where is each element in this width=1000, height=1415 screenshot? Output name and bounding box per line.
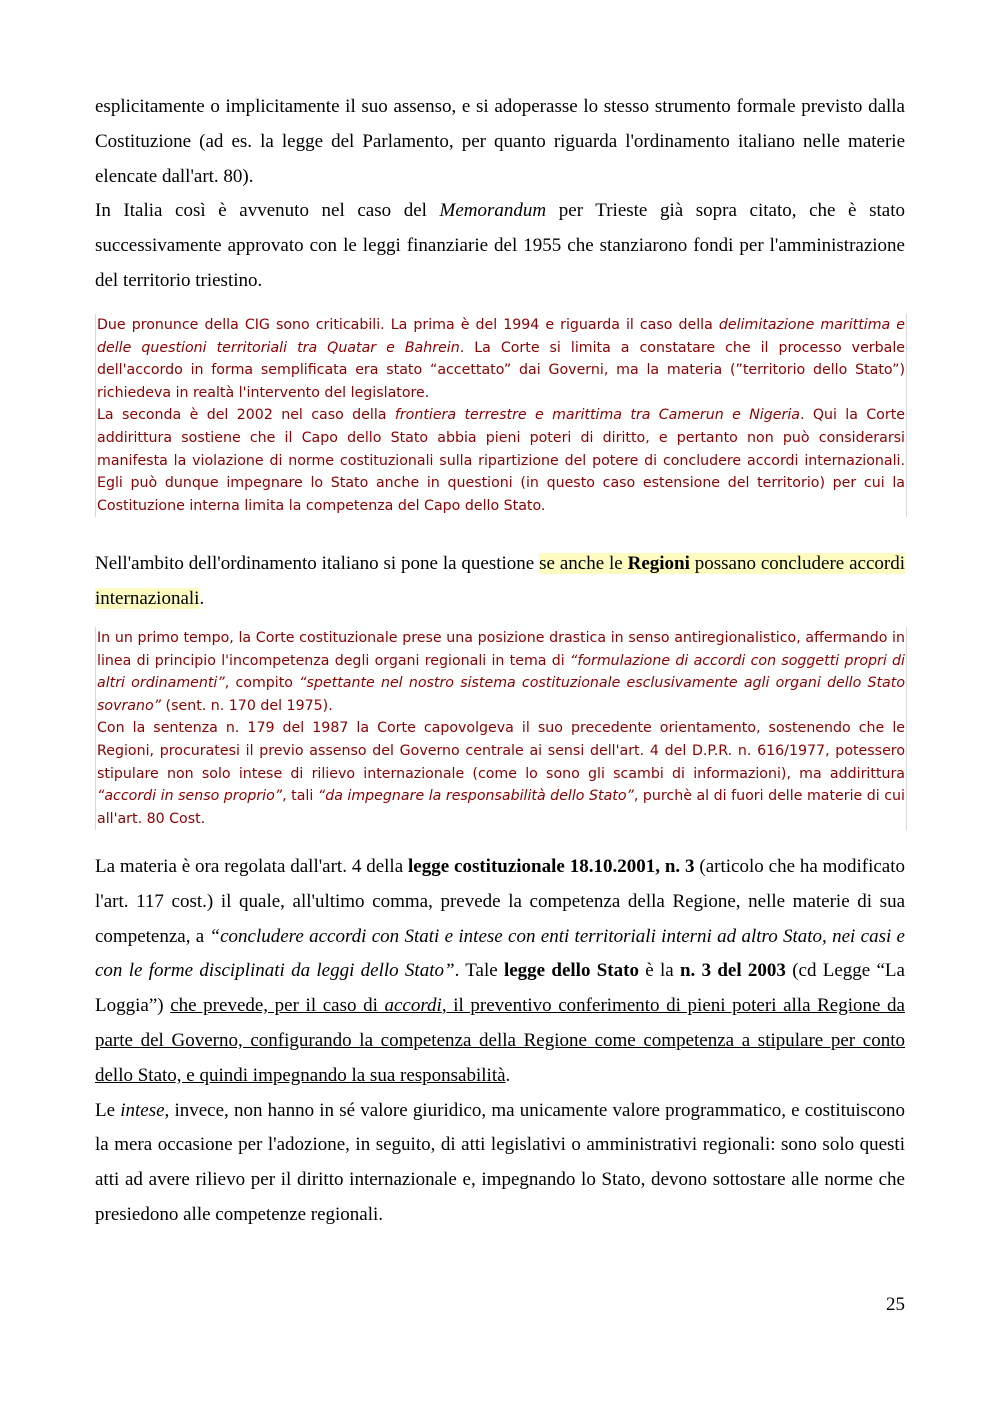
- note-corte-first: In un primo tempo, la Corte costituzionale prese una posizione drastica in senso antiregionalistico, affermando in linea di principio l'incompetenza degli organi regionali in tema di “formulazione di accordi con soggetti propri di altri ordinamenti”, compito “spettante nel nostro sistema costituzionale esclusivamente agli organi dello Stato sovrano” (sent. n. 170 del 1975).: [97, 630, 905, 714]
- page-number: 25: [886, 1294, 905, 1315]
- note-cig-first: Due pronunce della CIG sono criticabili. La prima è del 1994 e riguarda il caso della delimitazione marittima e delle questioni territoriali tra Quatar e Bahrein. La Corte si limita a constatare che il processo verbale dell'accordo in forma semplificata era stato “accettato” dai Governi, ma la materia (”territorio dello Stato”) richiedeva in realtà l'intervento del legislatore.: [97, 317, 906, 401]
- note-cig-second: La seconda è del 2002 nel caso della frontiera terrestre e marittima tra Camerun e Nigeria. Qui la Corte addirittura sostiene che il Capo dello Stato abbia pieni poteri di diritto, e pertanto non può considerarsi manifesta la violazione di norme costituzionali sulla ripartizione del potere di concludere accordi internazionali. Egli può dunque impegnare lo Stato anche in questioni (in questo caso estensione del territorio) per cui la Costituzione interna limita la competenza del Capo dello Stato.: [97, 407, 905, 514]
- highlighted-question: se anche le Regioni possano concludere accordi internazionali: [95, 553, 905, 609]
- body-section-1: [95, 90, 905, 299]
- paragraph-legge-costituzionale: La materia è ora regolata dall'art. 4 della legge costituzionale 18.10.2001, n. 3 (articolo che ha modificato l'art. 117 cost.) il quale, all'ultimo comma, prevede la competenza della Regione, nelle materie di sua competenza, a “concludere accordi con Stati e intese con enti territoriali interni ad altro Stato, nei casi e con le forme disciplinati da leggi dello Stato”. Tale legge dello Stato è la n. 3 del 2003 (cd Legge “La Loggia”) che prevede, per il caso di accordi, il preventivo conferimento di pieni poteri alla Regione da parte del Governo, configurando la competenza della Regione come competenza a stipulare per conto dello Stato, e quindi impegnando la sua responsabilità.: [95, 856, 905, 1086]
- paragraph-memorandum: In Italia così è avvenuto nel caso del Memorandum per Trieste già sopra citato, che è stato successivamente approvato con le leggi finanziarie del 1955 che stanziarono fondi per l'amministrazione del territorio triestino.: [95, 200, 905, 291]
- note-box-corte: [95, 627, 907, 830]
- body-section-2: [95, 547, 905, 617]
- paragraph-regioni: Nell'ambito dell'ordinamento italiano si pone la questione se anche le Regioni possano concludere accordi internazionali.: [95, 553, 905, 609]
- paragraph-assenso: esplicitamente o implicitamente il suo assenso, e si adoperasse lo stesso strumento formale previsto dalla Costituzione (ad es. la legge del Parlamento, per quanto riguarda l'ordinamento italiano nelle materie elencate dall'art. 80).: [95, 96, 905, 187]
- note-box-cig: [95, 314, 907, 517]
- memorandum-term: Memorandum: [439, 200, 547, 222]
- body-section-3: [95, 850, 905, 1233]
- note-corte-second: Con la sentenza n. 179 del 1987 la Corte capovolgeva il suo precedente orientamento, sostenendo che le Regioni, procuratesi il previo assenso del Governo centrale ai sensi dell'art. 4 del D.P.R. n. 616/1977, potessero stipulare non solo intese di rilievo internazionale (come lo sono gli scambi di informazioni), ma addirittura “accordi in senso proprio”, tali “da impegnare la responsabilità dello Stato”, purchè al di fuori delle materie di cui all'art. 80 Cost.: [97, 720, 905, 827]
- paragraph-intese: Le intese, invece, non hanno in sé valore giuridico, ma unicamente valore programmatico, e costituiscono la mera occasione per l'adozione, in seguito, di atti legislativi o amministrativi regionali: sono solo questi atti ad avere rilievo per il diritto internazionale e, impegnando lo Stato, devono sottostare alle norme che presiedono alle competenze regionali.: [95, 1099, 905, 1225]
- underlined-passage: che prevede, per il caso di accordi, il preventivo conferimento di pieni poteri alla Regione da parte del Governo, configurando la competenza della Regione come competenza a stipulare per conto dello Stato, e quindi impegnando la sua responsabilità: [95, 995, 905, 1086]
